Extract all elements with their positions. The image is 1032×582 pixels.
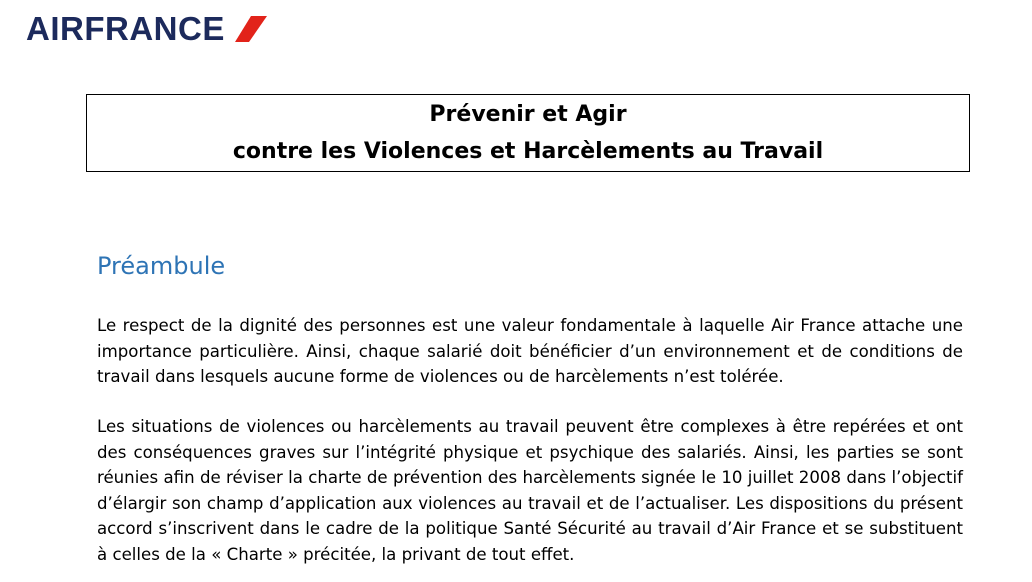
paragraph-line: des conséquences graves sur l’intégrité physique et psychique des salariés. Ainsi, les parties se sont: [97, 442, 963, 462]
paragraph-1: [97, 313, 963, 390]
paragraph-line: importance particulière. Ainsi, chaque salarié doit bénéficier d’un environnement et de conditions de: [97, 341, 963, 361]
title-line-1: Prévenir et Agir: [429, 102, 627, 127]
paragraph-line: travail dans lesquels aucune forme de violences ou de harcèlements n’est tolérée.: [97, 367, 784, 387]
section-heading: Préambule: [97, 252, 226, 280]
title-line-2: contre les Violences et Harcèlements au Travail: [232, 139, 824, 164]
air-france-logo: [26, 10, 269, 48]
paragraph-line: Les situations de violences ou harcèlements au travail peuvent être complexes à être repérées et ont: [97, 417, 963, 436]
paragraph-line: à celles de la « Charte » précitée, la privant de tout effet.: [97, 544, 575, 564]
paragraph-line: d’élargir son champ d’application aux violences au travail et de l’actualiser. Les dispositions du présent: [97, 493, 963, 513]
logo-stripe-icon: [229, 14, 269, 44]
paragraph-line: accord s’inscrivent dans le cadre de la politique Santé Sécurité au travail d’Air France et se substituent: [97, 519, 963, 539]
document-title-box: [86, 94, 970, 172]
paragraph-2: [97, 414, 963, 568]
logo-wordmark: AIRFRANCE: [26, 10, 225, 47]
paragraph-line: réunies afin de réviser la charte de prévention des harcèlements signée le 10 juillet 2008 dans l’objectif: [97, 468, 963, 488]
paragraph-line: Le respect de la dignité des personnes est une valeur fondamentale à laquelle Air France attache une: [97, 316, 963, 335]
